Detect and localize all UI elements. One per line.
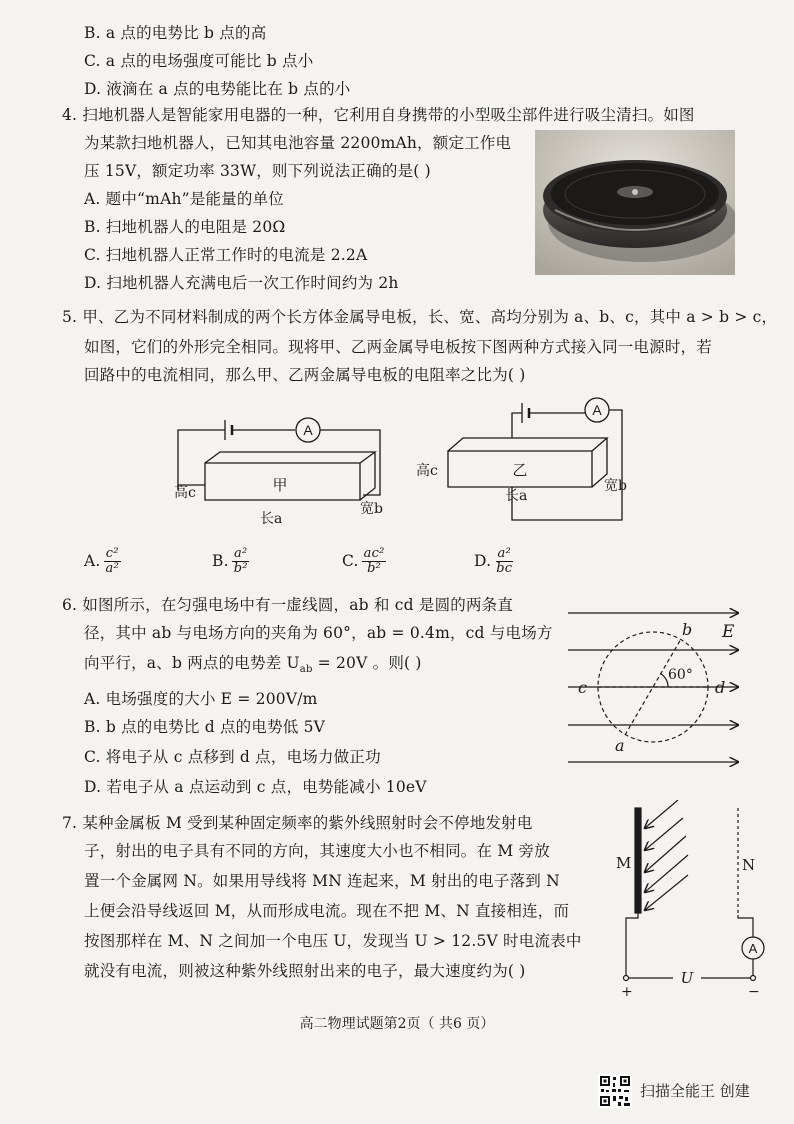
point-b-label: b xyxy=(682,620,693,639)
ammeter-label-right: A xyxy=(592,402,602,418)
plate-jia-label: 甲 xyxy=(272,476,288,494)
q6-option-c: C. 将电子从 c 点移到 d 点，电场力做正功 xyxy=(84,748,381,766)
page-footer: 高二物理试题第2页（ 共6 页） xyxy=(299,1016,495,1032)
q5-option-b-label: B. xyxy=(212,552,229,570)
q6-stem-line1: 6. 如图所示，在匀强电场中有一虚线圆，ab 和 cd 是圆的两条直 xyxy=(62,596,514,614)
q5-option-a-fraction xyxy=(104,547,121,576)
plus-terminal-label: + xyxy=(621,984,633,1000)
q5-stem-line1: 5. 甲、乙为不同材料制成的两个长方体金属导电板，长、宽、高均分别为 a、b、c，其中 a > b > c， xyxy=(62,308,778,326)
mesh-n-label: N xyxy=(742,856,756,874)
qr-code-icon xyxy=(598,1074,632,1108)
q5-option-b-denominator: b² xyxy=(233,560,248,576)
q5-option-d xyxy=(474,542,514,578)
voltage-u-label: U xyxy=(680,969,694,987)
label-gao-c-left: 高c xyxy=(174,485,196,501)
point-a-label: a xyxy=(615,736,625,755)
q4-option-c: C. 扫地机器人正常工作时的电流是 2.2A xyxy=(84,246,368,264)
point-d-label: d xyxy=(715,678,726,697)
q5-option-c-label: C. xyxy=(342,552,359,570)
plate-m-label: M xyxy=(616,854,632,872)
q5-option-c-denominator: b² xyxy=(367,560,382,576)
q6-option-a: A. 电场强度的大小 E = 200V/m xyxy=(84,690,318,708)
q7-stem-line1: 7. 某种金属板 M 受到某种固定频率的紫外线照射时会不停地发射电 xyxy=(62,814,533,832)
robot-vacuum-photo xyxy=(535,130,735,275)
q3-option-d: D. 液滴在 a 点的电势能比在 b 点的小 xyxy=(84,80,351,98)
q5-option-a-numerator: c² xyxy=(105,545,119,561)
q6-option-d: D. 若电子从 a 点运动到 c 点，电势能减小 10eV xyxy=(84,778,427,796)
q6-option-b: B. b 点的电势比 d 点的电势低 5V xyxy=(84,718,326,736)
label-gao-c-right: 高c xyxy=(416,463,438,479)
q7-stem-line2: 子，射出的电子具有不同的方向，其速度大小也不相同。在 M 旁放 xyxy=(84,842,550,860)
label-chang-a-left: 长a xyxy=(260,511,283,527)
q4-option-a: A. 题中“mAh”是能量的单位 xyxy=(84,190,284,208)
minus-terminal-label: − xyxy=(748,984,760,1000)
q7-stem-line5: 按图那样在 M、N 之间加一个电压 U，发现当 U > 12.5V 时电流表中 xyxy=(84,932,582,950)
q5-stem-line3: 回路中的电流相同，那么甲、乙两金属导电板的电阻率之比为( ) xyxy=(84,366,526,384)
q6-stem-line3-tail: = 20V 。则( ) xyxy=(312,654,422,672)
q6-stem-line2: 径，其中 ab 与电场方向的夹角为 60°，ab = 0.4m，cd 与电场方 xyxy=(84,624,553,642)
q4-stem-line3: 压 15V，额定功率 33W，则下列说法正确的是( ) xyxy=(84,162,431,180)
q5-option-c xyxy=(342,542,386,578)
ammeter-label: A xyxy=(748,941,758,956)
q4-stem-line1: 4. 扫地机器人是智能家用电器的一种，它利用自身携带的小型吸尘部件进行吸尘清扫。如图 xyxy=(62,106,695,124)
q7-stem-line6: 就没有电流，则被这种紫外线照射出来的电子，最大速度约为( ) xyxy=(84,962,526,980)
q5-option-b-fraction xyxy=(232,547,250,576)
scanner-watermark: 扫描全能王 创建 xyxy=(640,1082,750,1100)
q3-option-b: B. a 点的电势比 b 点的高 xyxy=(84,24,267,42)
field-e-label: E xyxy=(722,622,735,642)
q5-stem-line2: 如图，它们的外形完全相同。现将甲、乙两金属导电板按下图两种方式接入同一电源时，若 xyxy=(84,338,713,356)
q5-option-b xyxy=(212,542,250,578)
q6-stem-line3-text: 向平行，a、b 两点的电势差 U xyxy=(84,654,300,672)
q3-option-c: C. a 点的电场强度可能比 b 点小 xyxy=(84,52,314,70)
angle-label: 60° xyxy=(668,667,693,683)
q5-option-a-label: A. xyxy=(84,552,101,570)
q6-field-figure xyxy=(560,595,760,775)
q5-option-a-denominator: a² xyxy=(105,560,119,576)
q5-option-b-numerator: a² xyxy=(234,545,248,561)
q4-option-b: B. 扫地机器人的电阻是 20Ω xyxy=(84,218,286,236)
q5-option-d-label: D. xyxy=(474,552,492,570)
q5-option-d-denominator: bc xyxy=(496,560,513,576)
label-kuan-b-right: 宽b xyxy=(604,478,627,494)
q5-option-c-fraction xyxy=(362,547,387,576)
ammeter-label-left: A xyxy=(303,422,313,438)
label-kuan-b-left: 宽b xyxy=(360,501,383,517)
q7-stem-line4: 上便会沿导线返回 M，从而形成电流。现在不把 M、N 直接相连，而 xyxy=(84,902,570,920)
plate-yi-label: 乙 xyxy=(512,461,528,479)
q6-uab-subscript: ab xyxy=(299,664,313,676)
q5-option-c-numerator: ac² xyxy=(363,545,385,561)
q5-option-d-numerator: a² xyxy=(497,545,511,561)
q7-photoelectric-figure xyxy=(608,800,788,1000)
q4-stem-line2: 为某款扫地机器人，已知其电池容量 2200mAh，额定工作电 xyxy=(84,134,512,152)
q6-stem-line3 xyxy=(84,652,422,681)
label-chang-a-right: 长a xyxy=(505,488,528,504)
q5-option-a xyxy=(84,542,121,578)
point-c-label: c xyxy=(578,678,587,697)
q7-stem-line3: 置一个金属网 N。如果用导线将 MN 连起来，M 射出的电子落到 N xyxy=(84,872,560,890)
q5-option-d-fraction xyxy=(494,547,514,576)
q4-option-d: D. 扫地机器人充满电后一次工作时间约为 2h xyxy=(84,274,399,292)
q5-circuit-figure xyxy=(160,395,640,530)
